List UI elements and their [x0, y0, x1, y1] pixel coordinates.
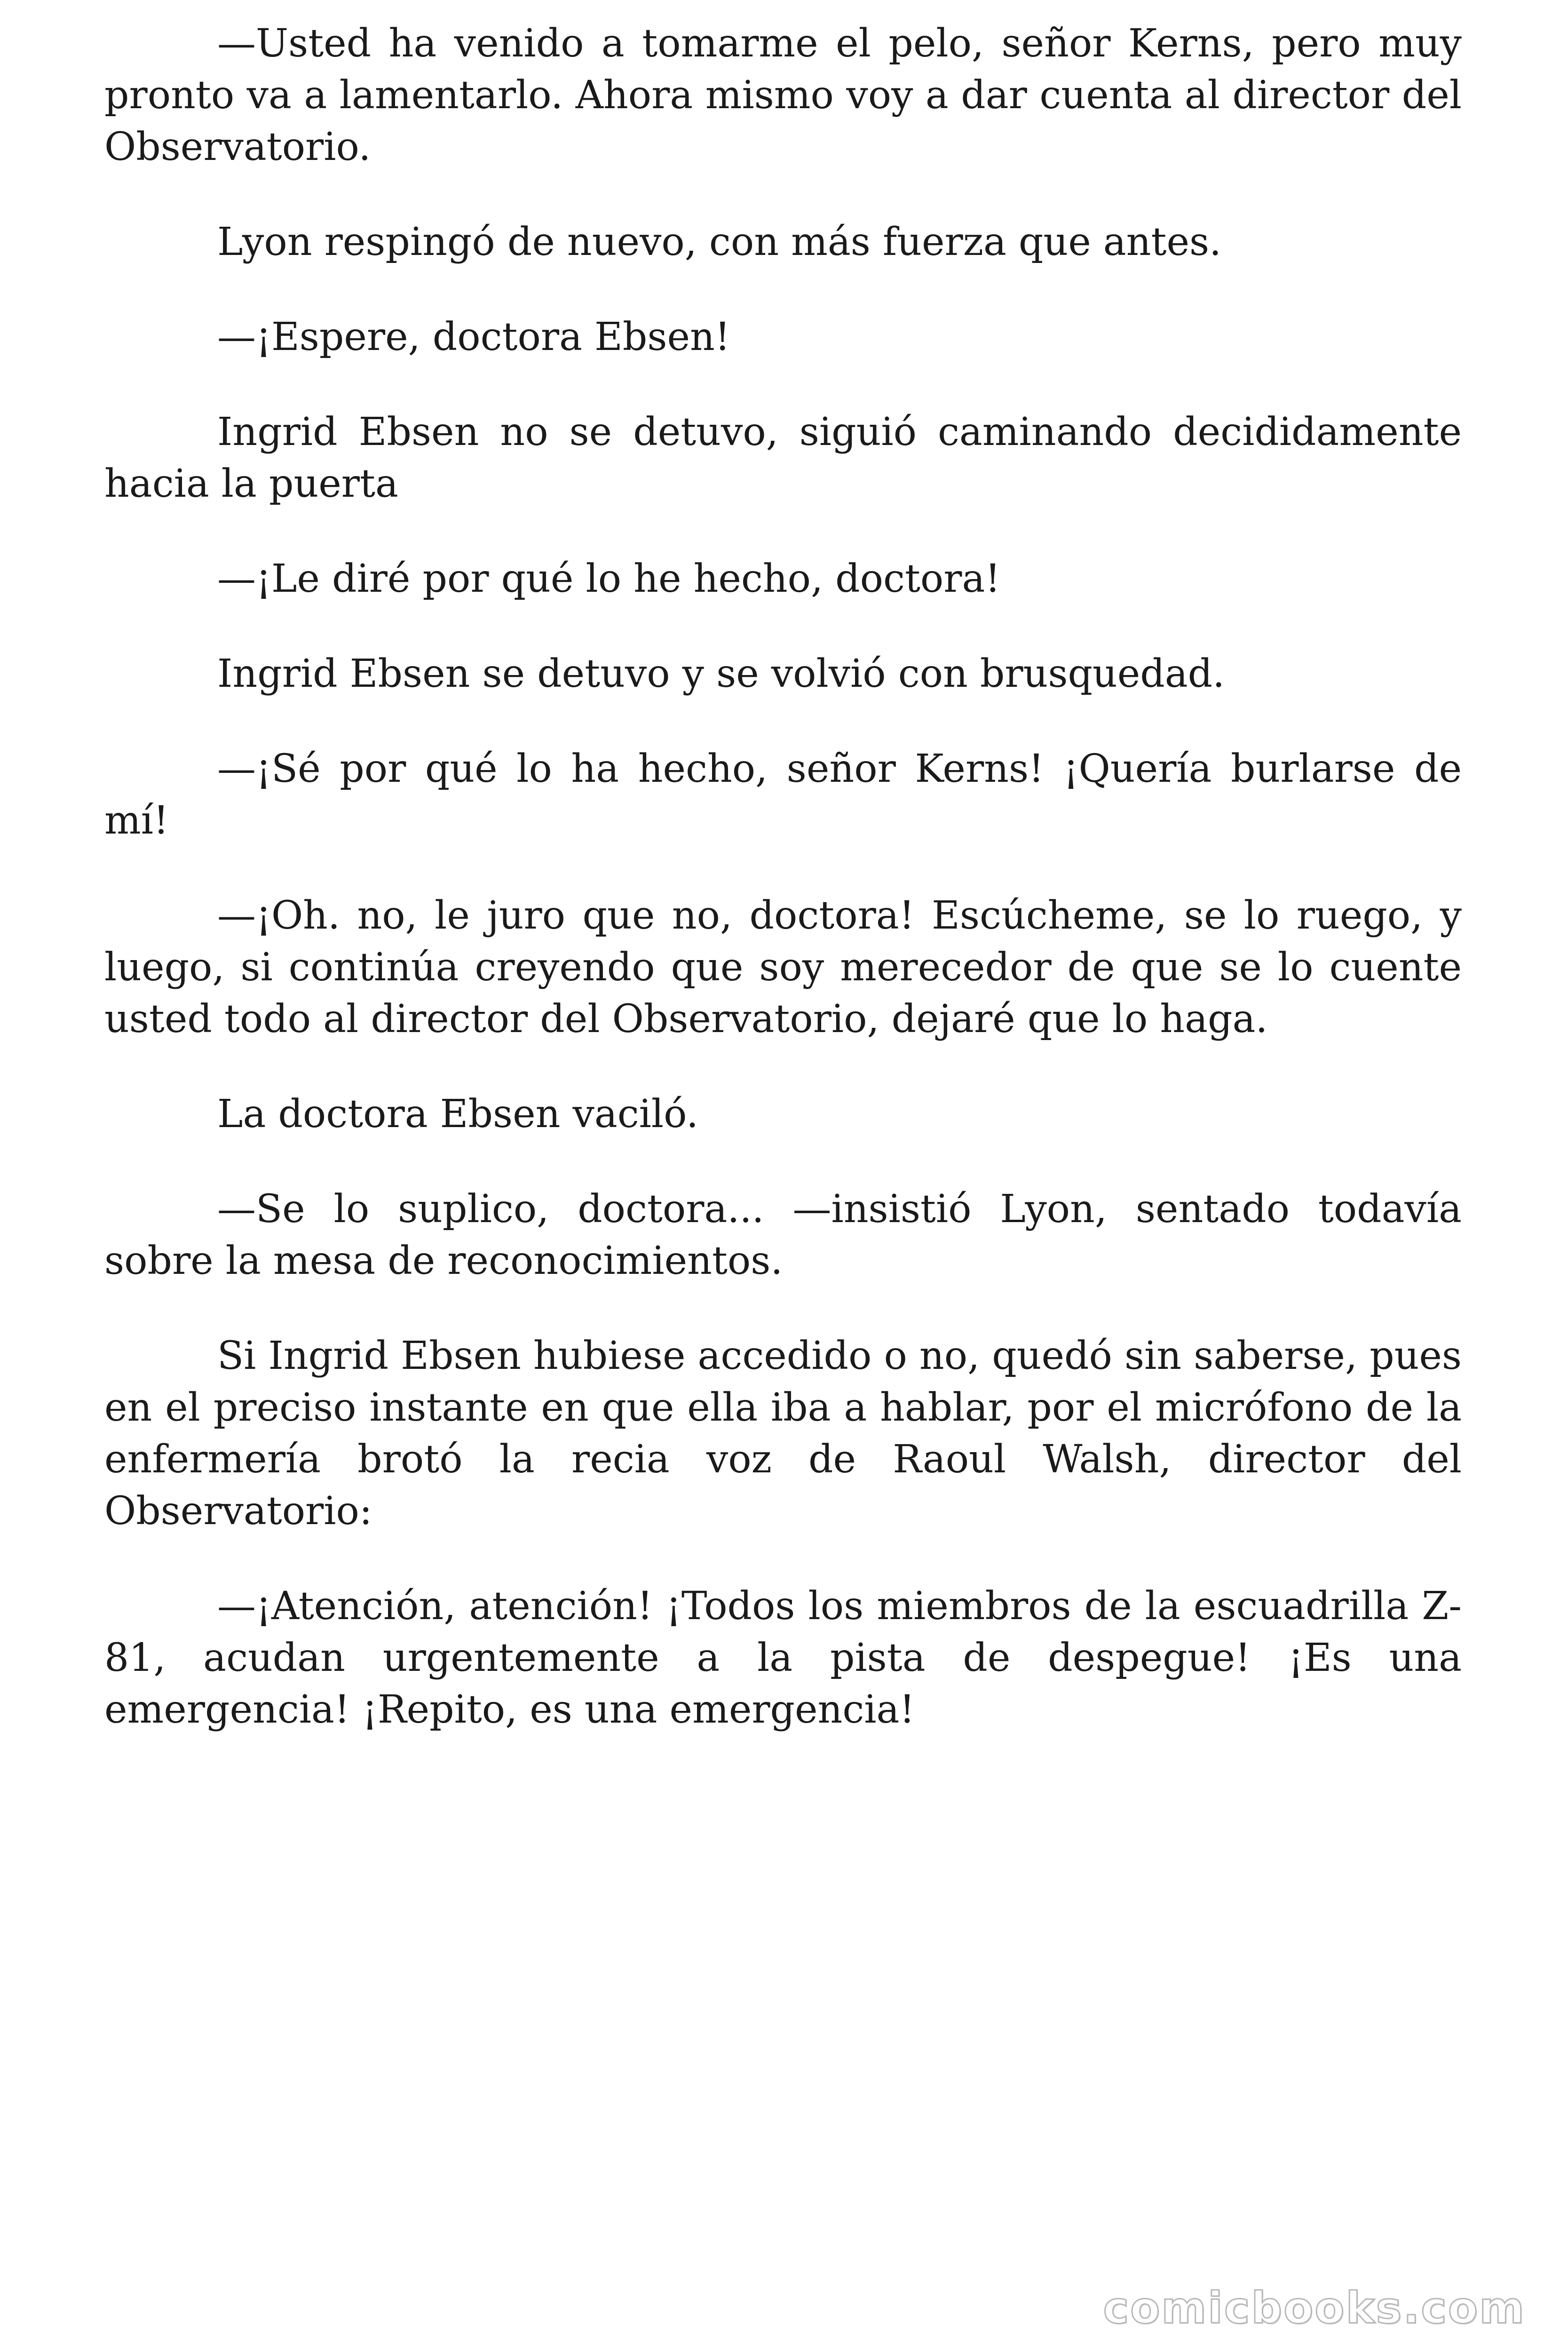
paragraph: La doctora Ebsen vaciló.: [217, 1092, 699, 1136]
paragraph: Si Ingrid Ebsen hubiese accedido o no, quedó sin saberse, pues en el preciso instante en que ella iba a hablar, por el micrófono de la enfermería brotó la recia voz de Raoul Walsh, director del Observatorio:: [104, 1334, 1462, 1534]
page-body: [104, 18, 1462, 1779]
paragraph: —Se lo suplico, doctora... —insistió Lyon, sentado todavía sobre la mesa de reconocimientos.: [104, 1187, 1462, 1283]
paragraph: —¡Atención, atención! ¡Todos los miembros de la escuadrilla Z-81, acudan urgentemente a la pista de despegue! ¡Es una emergencia! ¡Repito, es una emergencia!: [104, 1584, 1462, 1732]
paragraph: Lyon respingó de nuevo, con más fuerza que antes.: [217, 220, 1222, 264]
paragraph: —¡Espere, doctora Ebsen!: [217, 315, 730, 359]
paragraph: —¡Sé por qué lo ha hecho, señor Kerns! ¡Quería burlarse de mí!: [104, 747, 1462, 843]
paragraph: —¡Oh. no, le juro que no, doctora! Escúcheme, se lo ruego, y luego, si continúa creyendo que soy merecedor de que se lo cuente usted todo al director del Observatorio, dejaré que lo haga.: [104, 893, 1462, 1041]
paragraph: —¡Le diré por qué lo he hecho, doctora!: [217, 556, 1001, 601]
paragraph: Ingrid Ebsen se detuvo y se volvió con brusquedad.: [217, 652, 1225, 696]
paragraph: Ingrid Ebsen no se detuvo, siguió caminando decididamente hacia la puerta: [104, 410, 1462, 506]
watermark: comicbooks.com: [1103, 2283, 1526, 2333]
paragraph: —Usted ha venido a tomarme el pelo, señor Kerns, pero muy pronto va a lamentarlo. Ahora mismo voy a dar cuenta al director del Observatorio.: [104, 21, 1462, 169]
